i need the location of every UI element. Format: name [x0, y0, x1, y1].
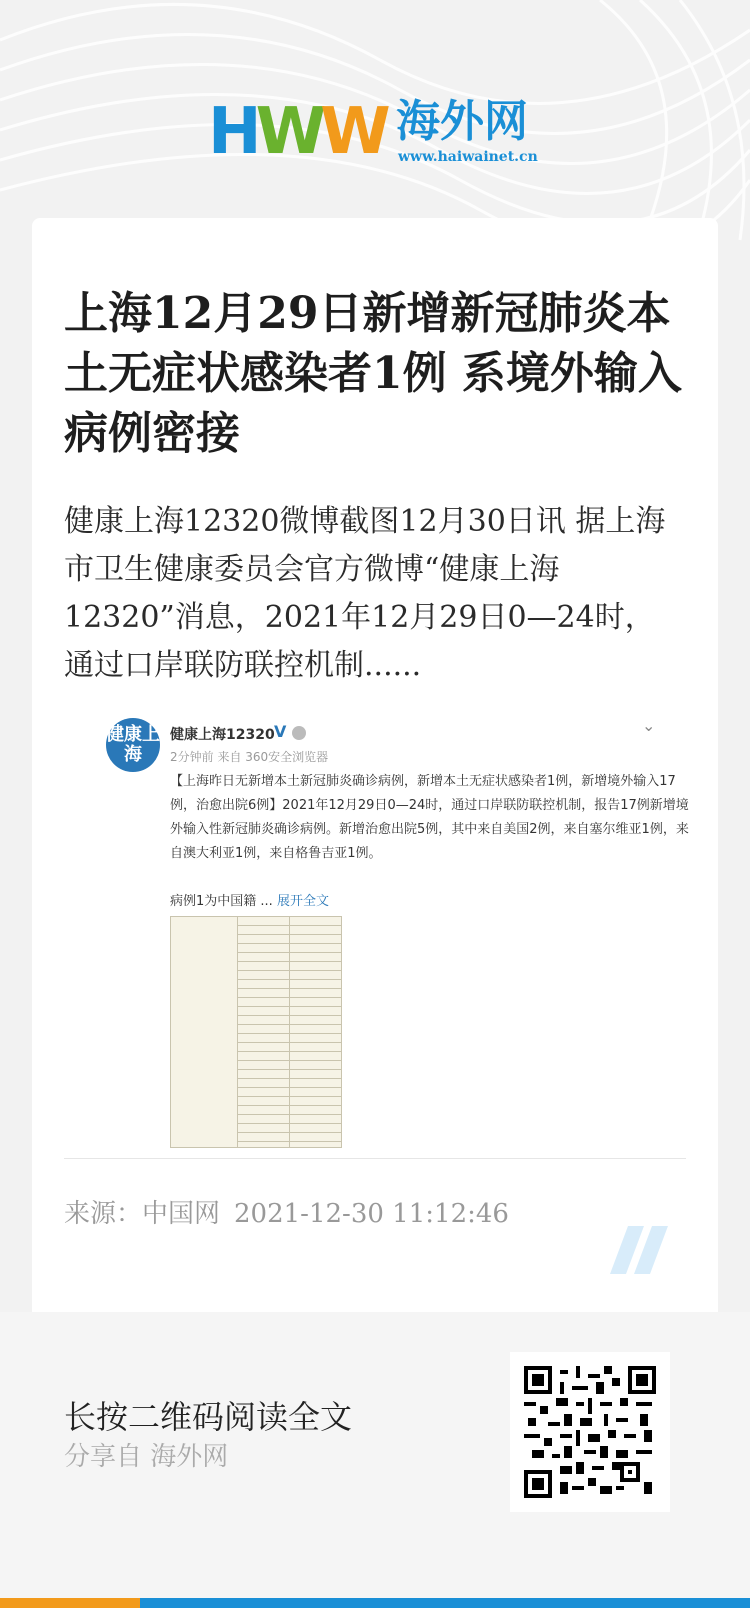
weibo-text: 【上海昨日无新增本土新冠肺炎确诊病例，新增本土无症状感染者1例，新增境外输入17例，治愈出院6例】2021年12月29日0—24时，通过口岸联防联控机制，报告17例新增境外输入性新冠肺炎确诊病例。新增治愈出院5例，其中来自美国2例，来自塞尔维亚1例，来自澳大利亚1例，来自格鲁吉亚1例。 [170, 774, 689, 861]
haiwainet-logo[interactable] [208, 96, 538, 170]
table-row-line [237, 1105, 341, 1106]
table-row-line [237, 1060, 341, 1061]
table-row-line [237, 1096, 341, 1097]
publish-time: 2021-12-30 11:12:46 [234, 1199, 509, 1229]
weibo-more-text: 病例1为中国籍 ... [170, 894, 277, 909]
article-title: 上海12月29日新增新冠肺炎本土无症状感染者1例 系境外输入病例密接 [64, 288, 682, 459]
weibo-avatar: 健康上海 [106, 718, 160, 772]
verified-icon: V [274, 722, 287, 741]
logo-letter-h: H [208, 95, 256, 169]
divider [64, 1158, 686, 1159]
table-row-line [237, 1141, 341, 1142]
table-row-line [237, 1024, 341, 1025]
logo-letter-w1: W [255, 95, 321, 169]
weibo-account-name: 健康上海12320 [170, 727, 275, 743]
table-row-line [237, 1087, 341, 1088]
qr-code[interactable] [510, 1352, 670, 1512]
table-row-line [237, 925, 341, 926]
table-row-line [237, 1078, 341, 1079]
table-row-line [237, 934, 341, 935]
bottom-color-bar [0, 1598, 750, 1608]
table-row-line [237, 1123, 341, 1124]
table-row-line [237, 1051, 341, 1052]
table-row-line [237, 1006, 341, 1007]
weibo-table-image [170, 916, 342, 1148]
qr-code-icon [524, 1366, 656, 1498]
table-row-line [237, 970, 341, 971]
long-press-hint: 长按二维码阅读全文 [64, 1398, 353, 1436]
badge-icon [292, 726, 306, 740]
bottom-bar-orange [0, 1598, 140, 1608]
logo-chinese: 海外网 [396, 96, 528, 147]
table-row-line [237, 1033, 341, 1034]
decorative-slashes-icon [610, 1226, 670, 1274]
article-card [32, 218, 718, 1346]
share-footer [0, 1312, 750, 1608]
expand-full-text: 展开全文 [276, 894, 329, 909]
table-row-line [237, 961, 341, 962]
table-row-line [237, 952, 341, 953]
table-row-line [237, 1042, 341, 1043]
table-row-line [237, 1114, 341, 1115]
share-source: 分享自 海外网 [64, 1442, 229, 1472]
article-summary: 健康上海12320微博截图12月30日讯 据上海市卫生健康委员会官方微博“健康上海12320”消息，2021年12月29日0—24时，通过口岸联防联控机制...... [64, 504, 666, 683]
table-row-line [237, 997, 341, 998]
article-source [64, 1193, 509, 1230]
weibo-screenshot [64, 706, 689, 1152]
weibo-meta: 2分钟前 来自 360安全浏览器 [170, 750, 329, 764]
table-row-line [237, 1132, 341, 1133]
chevron-down-icon: ⌄ [642, 716, 656, 735]
table-row-line [237, 1015, 341, 1016]
weibo-more [170, 890, 329, 909]
logo-letter-w2: W [320, 95, 385, 169]
table-row-line [237, 943, 341, 944]
table-row-line [237, 1069, 341, 1070]
table-row-line [237, 979, 341, 980]
source-label: 来源：中国网 [64, 1199, 221, 1229]
table-row-line [237, 988, 341, 989]
logo-url: www.haiwainet.cn [398, 149, 538, 165]
logo-letters [208, 95, 385, 169]
